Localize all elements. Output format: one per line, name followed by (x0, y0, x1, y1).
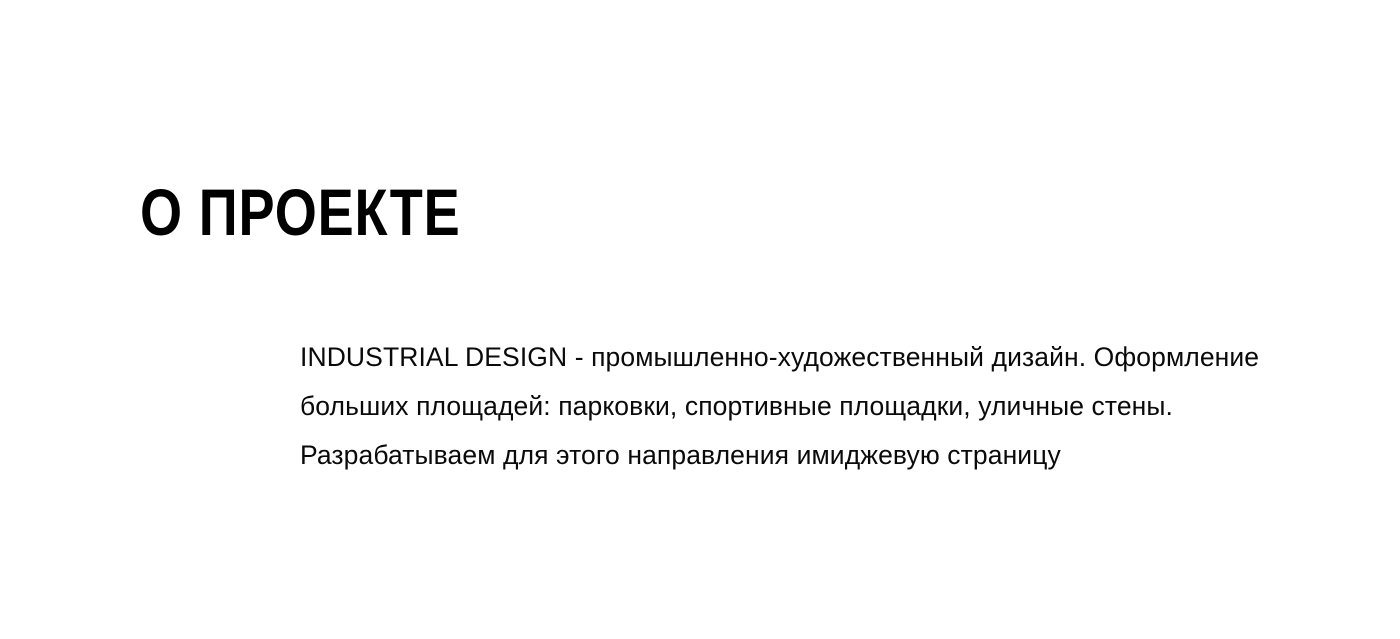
slide-description-text: INDUSTRIAL DESIGN - промышленно-художественный дизайн. Оформление больших площадей: парковки, спортивные площадки, уличные стены. Разрабатываем для этого направления имиджевую страницу (300, 341, 1260, 470)
page-title: О ПРОЕКТЕ (140, 175, 461, 250)
